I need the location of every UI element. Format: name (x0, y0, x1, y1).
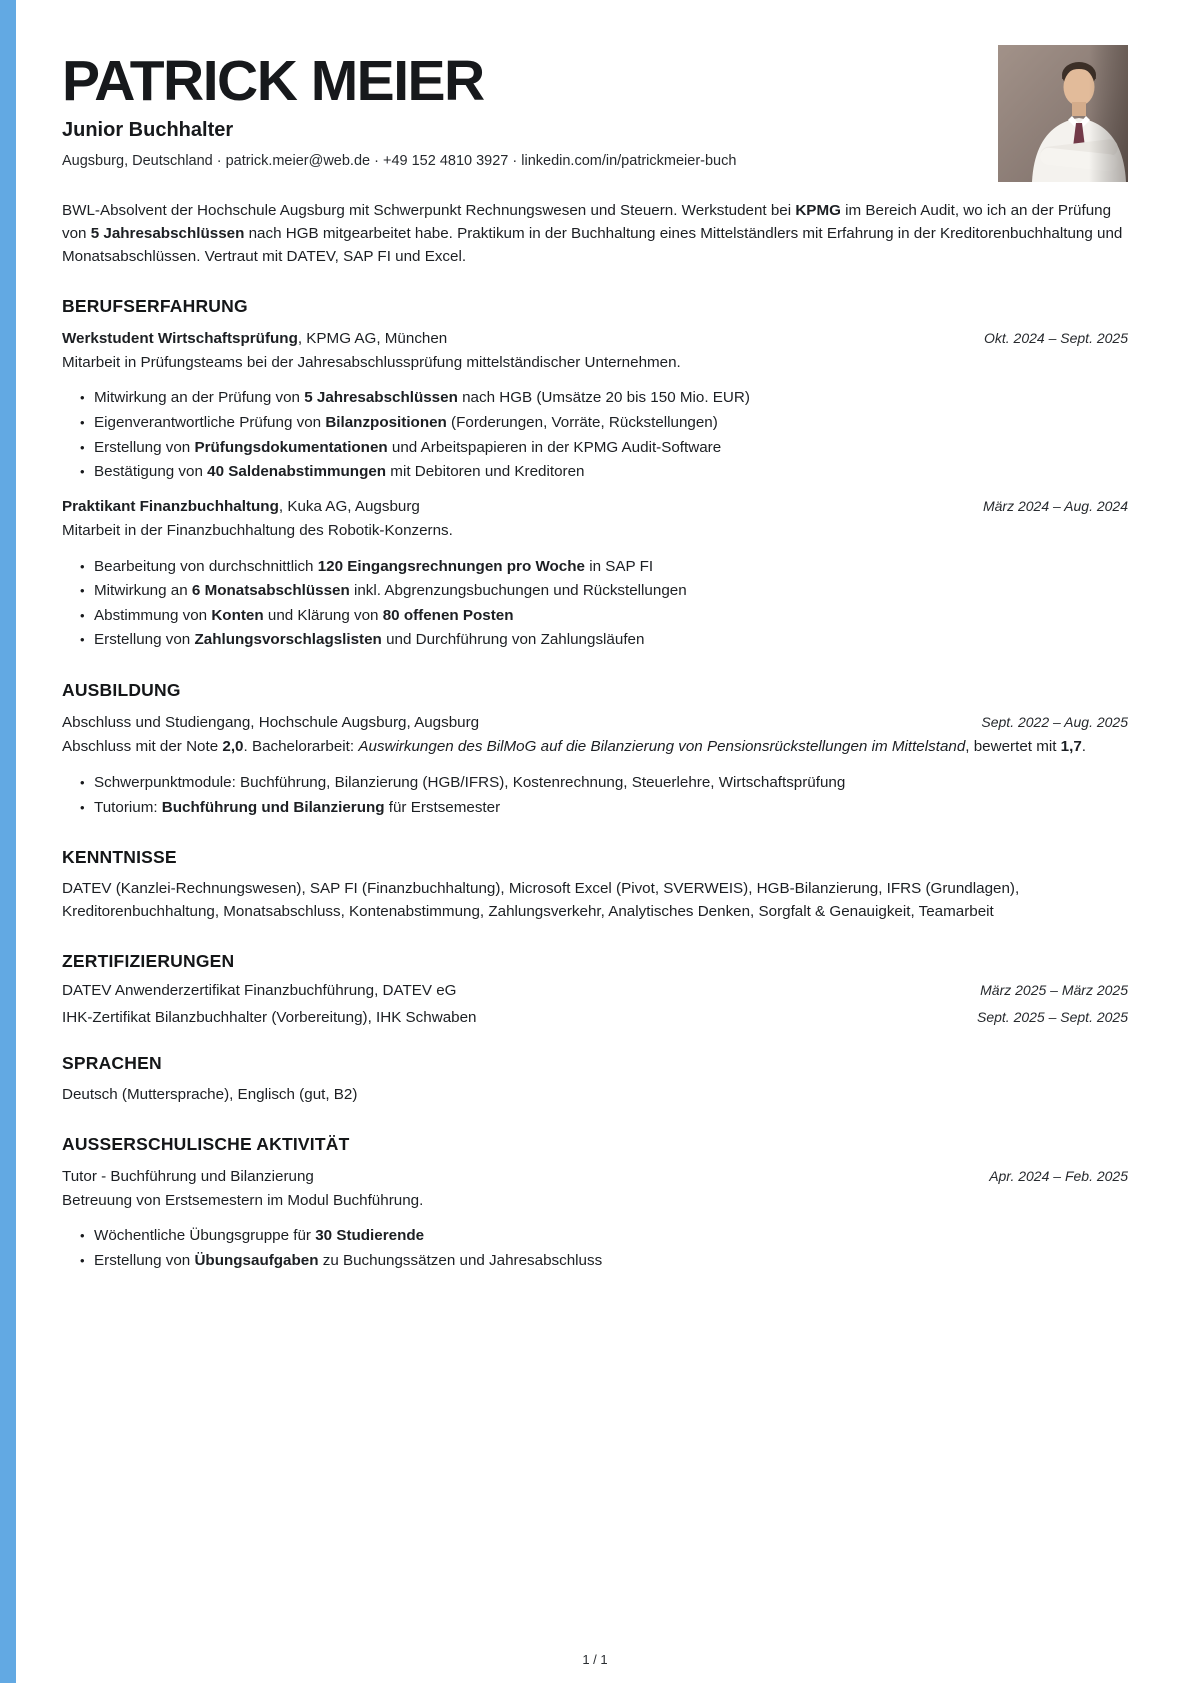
languages-heading: SPRACHEN (62, 1052, 162, 1073)
education-bullet-list (62, 771, 1128, 820)
entry-head (62, 1168, 1128, 1185)
job-title: Praktikant Finanzbuchhaltung, Kuka AG, Augsburg (62, 497, 420, 515)
job-bullet: • Mitwirkung an der Prüfung von 5 Jahresabschlüssen nach HGB (Umsätze 20 bis 150 Mio. EUR) (80, 386, 1128, 411)
job-title: Werkstudent Wirtschaftsprüfung, KPMG AG, München (62, 329, 448, 347)
job-date: Okt. 2024 – Sept. 2025 (984, 329, 1128, 346)
section-languages (62, 1053, 1128, 1107)
candidate-name: PATRICK MEIER (62, 49, 484, 113)
certification-date: Sept. 2025 – Sept. 2025 (976, 1008, 1128, 1025)
experience-heading: BERUFSERFAHRUNG (62, 295, 248, 316)
section-activities (62, 1134, 1128, 1274)
job-date: März 2024 – Aug. 2024 (982, 497, 1128, 514)
activity-bullet: • Wöchentliche Übungsgruppe für 30 Studierende (80, 1224, 1128, 1249)
skills-heading: KENNTNISSE (62, 847, 177, 868)
job-bullet: • Erstellung von Prüfungsdokumentationen und Arbeitspapieren in der KPMG Audit-Software (80, 436, 1128, 461)
job-bullet: • Mitwirkung an 6 Monatsabschlüssen inkl. Abgrenzungsbuchungen und Rückstellungen (80, 579, 1128, 604)
entry-head (62, 330, 1128, 347)
education-bullet: • Tutorium: Buchführung und Bilanzierung für Erstsemester (80, 796, 1128, 821)
certification-label: IHK-Zertifikat Bilanzbuchhalter (Vorbereitung), IHK Schwaben (62, 1008, 477, 1026)
education-entry (62, 714, 1128, 820)
job-bullet: • Bestätigung von 40 Saldenabstimmungen mit Debitoren und Kreditoren (80, 460, 1128, 485)
job-bullet: • Erstellung von Zahlungsvorschlagslisten und Durchführung von Zahlungsläufen (80, 628, 1128, 653)
languages-text: Deutsch (Muttersprache), Englisch (gut, B2) (62, 1085, 358, 1103)
job-bullet-list (62, 555, 1128, 654)
job-bullet: • Eigenverantwortliche Prüfung von Bilanzpositionen (Forderungen, Vorräte, Rückstellungen) (80, 411, 1128, 436)
section-experience (62, 296, 1128, 654)
experience-entry (62, 330, 1128, 485)
page-number: 1 / 1 (582, 1652, 608, 1667)
education-description: Abschluss mit der Note 2,0. Bachelorarbeit: Auswirkungen des BilMoG auf die Bilanzierung von Pensionsrückstellungen im Mittelstand, bewertet mit 1,7. (62, 738, 1087, 756)
summary-paragraph: BWL-Absolvent der Hochschule Augsburg mit Schwerpunkt Rechnungswesen und Steuern. Werkstudent bei KPMG im Bereich Audit, wo ich an der Prüfung von 5 Jahresabschlüssen nach HGB mitgearbeitet habe. Praktikum in der Buchhaltung eines Mittelständlers mit Erfahrung in der Kreditorenbuchhaltung und Monatsabschlüssen. Vertraut mit DATEV, SAP FI und Excel. (62, 202, 1123, 265)
activities-heading: AUSSERSCHULISCHE AKTIVITÄT (62, 1133, 350, 1154)
job-bullet: • Bearbeitung von durchschnittlich 120 Eingangsrechnungen pro Woche in SAP FI (80, 555, 1128, 580)
education-heading: AUSBILDUNG (62, 680, 181, 701)
education-title: Abschluss und Studiengang, Hochschule Augsburg, Augsburg (62, 714, 480, 732)
section-skills (62, 847, 1128, 924)
candidate-title: Junior Buchhalter (62, 119, 234, 142)
header (62, 49, 1128, 170)
certification-row (62, 982, 1128, 999)
certification-label: DATEV Anwenderzertifikat Finanzbuchführung, DATEV eG (62, 981, 457, 999)
section-education (62, 680, 1128, 820)
activity-bullet-list (62, 1224, 1128, 1273)
section-certifications (62, 951, 1128, 1026)
activity-entry (62, 1168, 1128, 1274)
certifications-heading: ZERTIFIZIERUNGEN (62, 950, 235, 971)
education-date: Sept. 2022 – Aug. 2025 (981, 714, 1128, 731)
certification-row (62, 1009, 1128, 1026)
contact-line: Augsburg, Deutschland · patrick.meier@web.de · +49 152 4810 3927 · linkedin.com/in/patrickmeier-buch (62, 153, 737, 170)
job-bullet-list (62, 386, 1128, 485)
job-description: Mitarbeit in der Finanzbuchhaltung des Robotik-Konzerns. (62, 521, 453, 539)
activity-title: Tutor - Buchführung und Bilanzierung (62, 1167, 314, 1185)
skills-text: DATEV (Kanzlei-Rechnungswesen), SAP FI (Finanzbuchhaltung), Microsoft Excel (Pivot, SVERWEIS), HGB-Bilanzierung, IFRS (Grundlagen), Kreditorenbuchhaltung, Monatsabschluss, Kontenabstimmung, Zahlungsverkehr, Analytisches Denken, Sorgfalt & Genauigkeit, Teamarbeit (62, 880, 1020, 920)
activity-bullet: • Erstellung von Übungsaufgaben zu Buchungssätzen und Jahresabschluss (80, 1249, 1128, 1274)
job-description: Mitarbeit in Prüfungsteams bei der Jahresabschlussprüfung mittelständischer Unternehmen. (62, 353, 681, 371)
certification-date: März 2025 – März 2025 (980, 981, 1128, 998)
experience-entry (62, 498, 1128, 653)
entry-head (62, 498, 1128, 515)
activity-date: Apr. 2024 – Feb. 2025 (989, 1167, 1128, 1184)
entry-head (62, 714, 1128, 731)
education-bullet: • Schwerpunktmodule: Buchführung, Bilanzierung (HGB/IFRS), Kostenrechnung, Steuerlehre, Wirtschaftsprüfung (80, 771, 1128, 796)
job-bullet: • Abstimmung von Konten und Klärung von 80 offenen Posten (80, 604, 1128, 629)
activity-description: Betreuung von Erstsemestern im Modul Buchführung. (62, 1191, 424, 1209)
